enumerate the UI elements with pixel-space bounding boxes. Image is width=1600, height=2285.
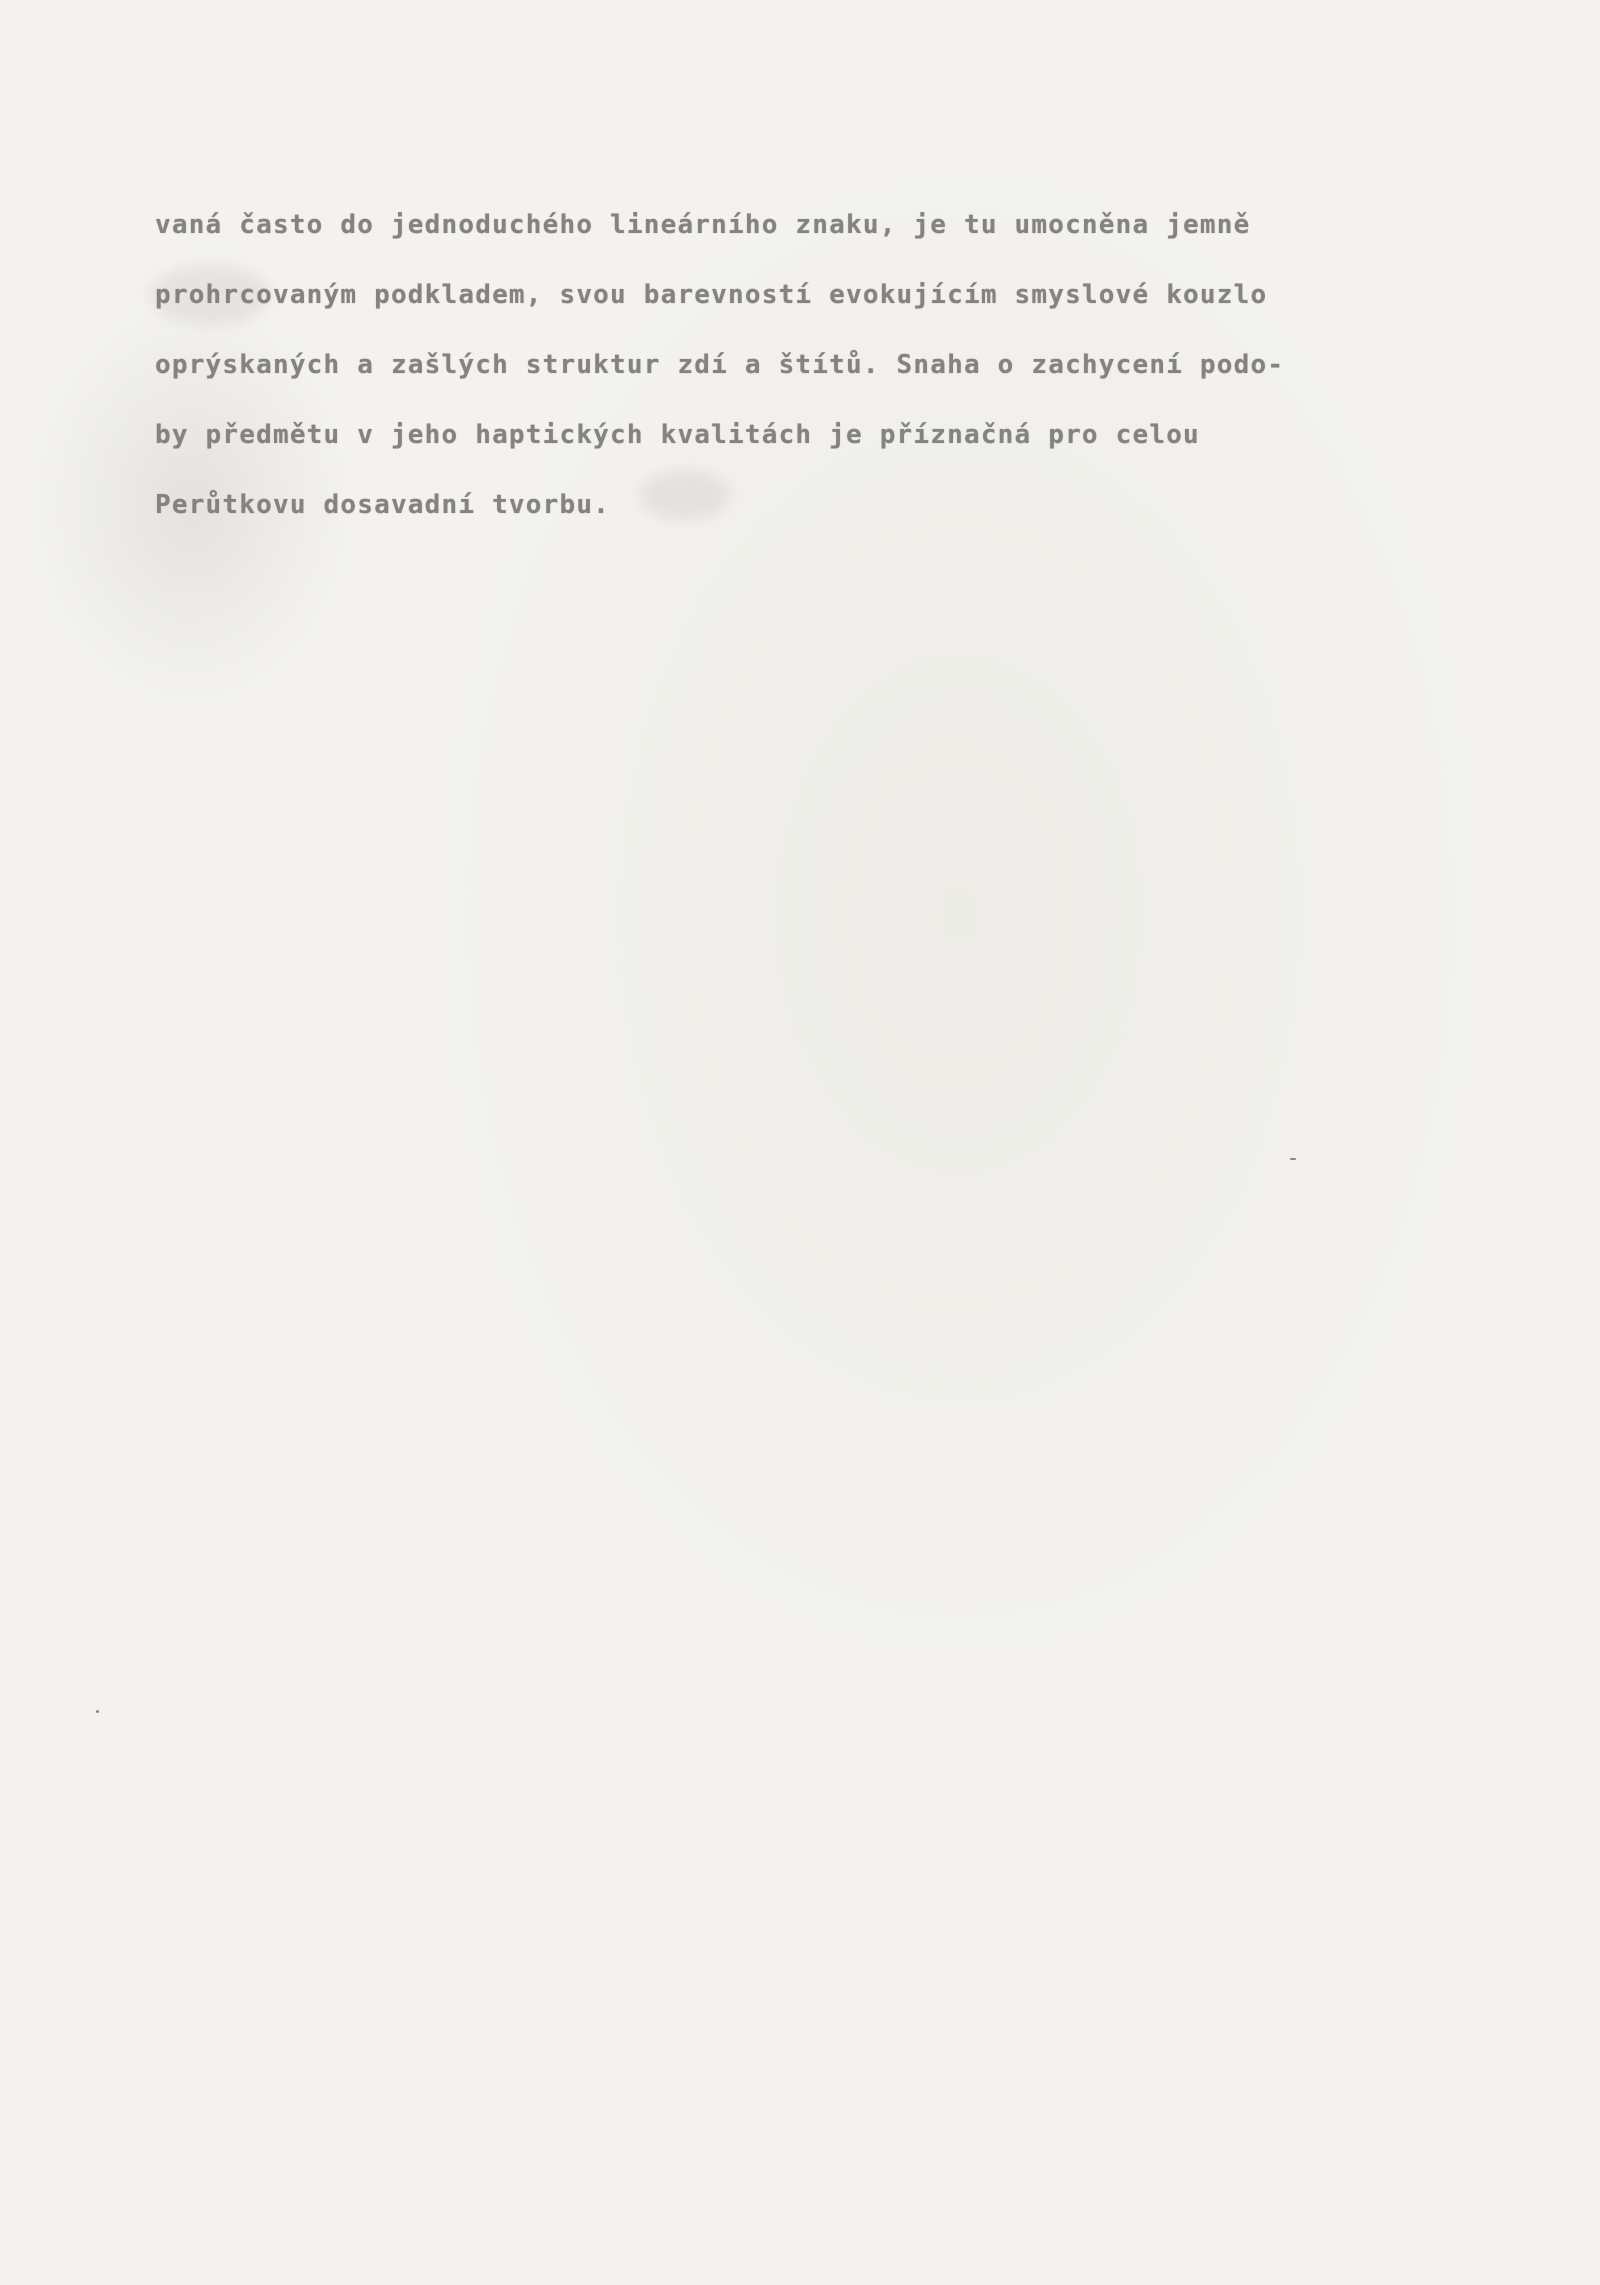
text-line: by předmětu v jeho haptických kvalitách je příznačná pro celou xyxy=(155,420,1200,450)
text-line: oprýskaných a zašlých struktur zdí a štítů. Snaha o zachycení podo- xyxy=(155,350,1285,380)
text-line: vaná často do jednoduchého lineárního znaku, je tu umocněna jemně xyxy=(155,210,1251,240)
text-line: prohrcovaným podkladem, svou barevností evokujícím smyslové kouzlo xyxy=(155,280,1268,310)
paper-speck xyxy=(1290,1158,1296,1160)
typewritten-text xyxy=(155,190,1485,540)
paper-speck xyxy=(96,1710,99,1713)
text-line: Perůtkovu dosavadní tvorbu. xyxy=(155,490,611,520)
